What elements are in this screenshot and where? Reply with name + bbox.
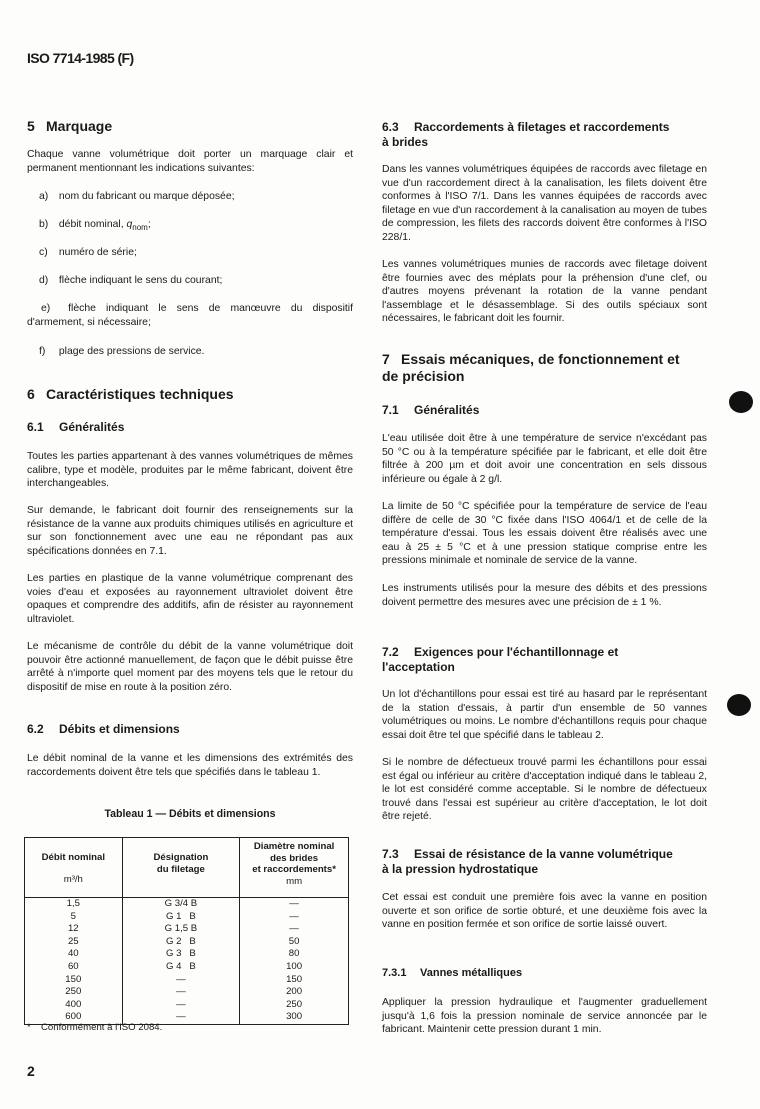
paragraph: Les vannes volumétriques munies de raccords avec filetage doivent être fournies avec des méplats pour la préhension d'une clef, ou d'autres moyens prévenant la rotation de la vanne pendant l'assemblage et le désassemblage. Si des outils spéciaux sont nécessaires, le fabricant doit les fournir.	[382, 259, 707, 325]
paragraph: Les instruments utilisés pour la mesure des débits et des pressions doivent permettre des mesures avec une précision de ± 1 %.	[382, 583, 707, 608]
table-row: 25 G 2 B 50	[25, 936, 349, 949]
table-row: 5 G 1 B —	[25, 911, 349, 924]
margin-dot-icon	[727, 694, 751, 716]
paragraph: Toutes les parties appartenant à des vannes volumétriques de mêmes calibre, type et modèle, produites par le même fabricant, doivent être interchangeables.	[27, 451, 353, 490]
table-title: Tableau 1 — Débits et dimensions	[104, 808, 276, 820]
column-header: Diamètre nominal des brides et raccordements* mm	[240, 838, 349, 898]
page-number: 2	[27, 1063, 35, 1079]
paragraph: Cet essai est conduit une première fois avec la vanne en position ouverte et son orifice de sortie obturé, et une deuxième fois avec la vanne en position fermée et son orifice de sortie laissé ouvert.	[382, 892, 707, 931]
column-header: Désignation du filetage	[122, 838, 240, 898]
paragraph: Sur demande, le fabricant doit fournir des renseignements sur la résistance de la vanne aux produits chimiques utilisés en agriculture et sur son fonctionnement avec une eau ne répondant pas aux spécifications données en 7.1.	[27, 505, 353, 557]
list-item: d) flèche indiquant le sens du courant;	[39, 275, 223, 286]
list-item: c) numéro de série;	[39, 247, 137, 258]
paragraph: Dans les vannes volumétriques équipées de raccords avec filetage en vue d'un raccordement direct à la canalisation, les filets doivent être conformes à l'ISO 7/1. Dans les vannes équipées de raccords avec filetage en vue d'un raccordement à la canalisation au moyen de tubes de compression, les filets des raccords doivent être conformes à l'ISO 228/1.	[382, 164, 707, 243]
paragraph: L'eau utilisée doit être à une température de service n'excédant pas 50 °C ou à la température spécifiée par le fabricant, et elle doit être filtrée à 200 µm et doit avoir une concentration en sels dissous inférieure ou égale à 2 g/l.	[382, 433, 707, 485]
list-item: f) plage des pressions de service.	[39, 346, 205, 357]
section-7-1-heading: 7.1 Généralités	[382, 403, 480, 417]
table-debits-dimensions	[24, 837, 349, 1025]
section-5-heading: 5 Marquage	[27, 118, 113, 134]
section-6-1-heading: 6.1 Généralités	[27, 420, 125, 434]
paragraph: Le mécanisme de contrôle du débit de la vanne volumétrique doit pouvoir être actionné manuellement, de façon que le débit puisse être arrêté à n'importe quel moment par des moyens tels que le retour du dispositif de mise en route à la position zéro.	[27, 641, 353, 693]
table-row: 150 — 150	[25, 974, 349, 987]
column-header: Débit nominal m³/h	[25, 838, 123, 898]
table-row: 400 — 250	[25, 999, 349, 1012]
table-row: 1,5 G 3/4 B —	[25, 898, 349, 911]
paragraph: Un lot d'échantillons pour essai est tiré au hasard par le représentant de la station d'essais, à partir d'un ensemble de 50 vannes volumétriques ou moins. Le nombre d'échantillons requis pour chaque essai doit être tel que spécifié dans le tableau 2.	[382, 689, 707, 741]
section-6-heading: 6 Caractéristiques techniques	[27, 386, 234, 402]
list-item: b) débit nominal, $q_{nom}$;	[39, 219, 151, 233]
section-7-3-1-heading: 7.3.1 Vannes métalliques	[382, 967, 523, 979]
section-7-3-heading: 7.3 Essai de résistance de la vanne volumétrique à la pression hydrostatique	[382, 847, 673, 876]
margin-dot-icon	[729, 391, 753, 413]
table-row: 12 G 1,5 B —	[25, 923, 349, 936]
table-row: 40 G 3 B 80	[25, 948, 349, 961]
paragraph: Si le nombre de défectueux trouvé parmi les échantillons pour essai est égal ou inférieur au critère d'acceptation indiqué dans le tableau 2, le lot est considéré comme acceptable. Si le nombre de défectueux trouvé dans l'essai est supérieur au critère d'acceptation, le lot doit être rejeté.	[382, 757, 707, 823]
paragraph: Appliquer la pression hydraulique et l'augmenter graduellement jusqu'à 1,6 fois la pression nominale de service annoncée par le fabricant. Maintenir cette pression durant 1 min.	[382, 997, 707, 1036]
table-row: 250 — 200	[25, 986, 349, 999]
section-7-heading: 7 Essais mécaniques, de fonctionnement et de précision	[382, 351, 680, 384]
table-row: 600 — 300	[25, 1011, 349, 1024]
paragraph: Les parties en plastique de la vanne volumétrique comprenant des voies d'eau et exposées au rayonnement ultraviolet doivent être opaques et comprendre des additifs, afin de résister au rayonnement ultraviolet.	[27, 573, 353, 625]
document-id: ISO 7714-1985 (F)	[27, 50, 134, 66]
list-item: a) nom du fabricant ou marque déposée;	[39, 191, 235, 202]
paragraph: Le débit nominal de la vanne et les dimensions des extrémités des raccordements doivent être tels que spécifiés dans le tableau 1.	[27, 753, 353, 778]
table-footnote: * Conformément à l'ISO 2084.	[27, 1022, 163, 1033]
list-item: e) flèche indiquant le sens de manœuvre du dispositif d'armement, si nécessaire;	[27, 303, 354, 328]
section-5-intro: Chaque vanne volumétrique doit porter un marquage clair et permanent mentionnant les indications suivantes:	[27, 149, 353, 174]
section-6-2-heading: 6.2 Débits et dimensions	[27, 722, 180, 736]
table-row: 60 G 4 B 100	[25, 961, 349, 974]
section-6-3-heading: 6.3 Raccordements à filetages et raccordements à brides	[382, 120, 670, 149]
section-7-2-heading: 7.2 Exigences pour l'échantillonnage et l'acceptation	[382, 645, 619, 674]
paragraph: La limite de 50 °C spécifiée pour la température de service de l'eau diffère de celle de 30 °C fixée dans l'ISO 4064/1 et de celle de la température d'essai. Tous les essais doivent être réalisés avec une eau à 25 ± 5 °C et à une pression statique comprise entre les pressions minimale et nominale de service de la vanne.	[382, 501, 707, 567]
